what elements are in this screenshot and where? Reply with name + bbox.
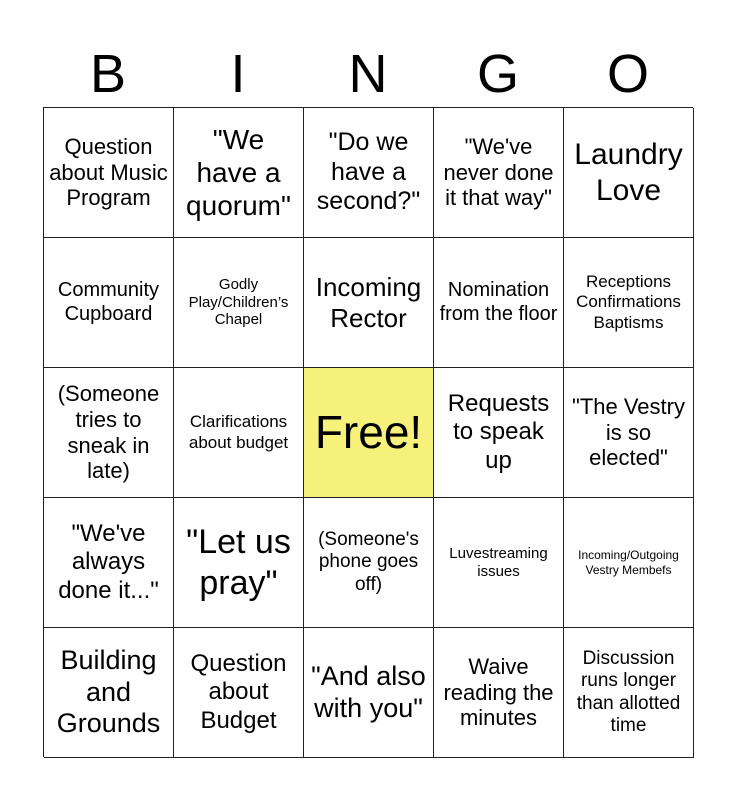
bingo-cell[interactable]: Laundry Love (564, 108, 694, 238)
header-letter-o: O (606, 44, 649, 104)
bingo-cell[interactable]: Waive reading the minutes (434, 628, 564, 758)
bingo-cell[interactable]: (Someone's phone goes off) (304, 498, 434, 628)
bingo-cell[interactable]: "We have a quorum" (174, 108, 304, 238)
bingo-cell[interactable]: Incoming/Outgoing Vestry Membefs (564, 498, 694, 628)
bingo-cell[interactable]: "We've always done it..." (44, 498, 174, 628)
free-space-cell[interactable]: Free! (304, 368, 434, 498)
bingo-cell[interactable]: Clarifications about budget (174, 368, 304, 498)
bingo-cell[interactable]: "The Vestry is so elected" (564, 368, 694, 498)
bingo-cell[interactable]: Discussion runs longer than allotted time (564, 628, 694, 758)
bingo-cell[interactable]: Receptions Confirmations Baptisms (564, 238, 694, 368)
bingo-cell[interactable]: "Do we have a second?" (304, 108, 434, 238)
bingo-cell[interactable]: "We've never done it that way" (434, 108, 564, 238)
bingo-header (43, 40, 693, 108)
header-letter-n: N (348, 44, 388, 104)
bingo-cell[interactable]: "Let us pray" (174, 498, 304, 628)
header-letter-b: B (89, 44, 127, 104)
bingo-cell[interactable]: Question about Budget (174, 628, 304, 758)
bingo-cell[interactable]: Question about Music Program (44, 108, 174, 238)
bingo-cell[interactable]: Building and Grounds (44, 628, 174, 758)
header-letter-i: I (230, 44, 246, 104)
bingo-cell[interactable]: (Someone tries to sneak in late) (44, 368, 174, 498)
bingo-cell[interactable]: "And also with you" (304, 628, 434, 758)
bingo-cell[interactable]: Luvestreaming issues (434, 498, 564, 628)
bingo-cell[interactable]: Community Cupboard (44, 238, 174, 368)
bingo-cell[interactable]: Godly Play/Children’s Chapel (174, 238, 304, 368)
bingo-cell[interactable]: Nomination from the floor (434, 238, 564, 368)
bingo-card (43, 107, 693, 757)
bingo-cell[interactable]: Incoming Rector (304, 238, 434, 368)
header-letter-g: G (476, 44, 519, 104)
bingo-cell[interactable]: Requests to speak up (434, 368, 564, 498)
